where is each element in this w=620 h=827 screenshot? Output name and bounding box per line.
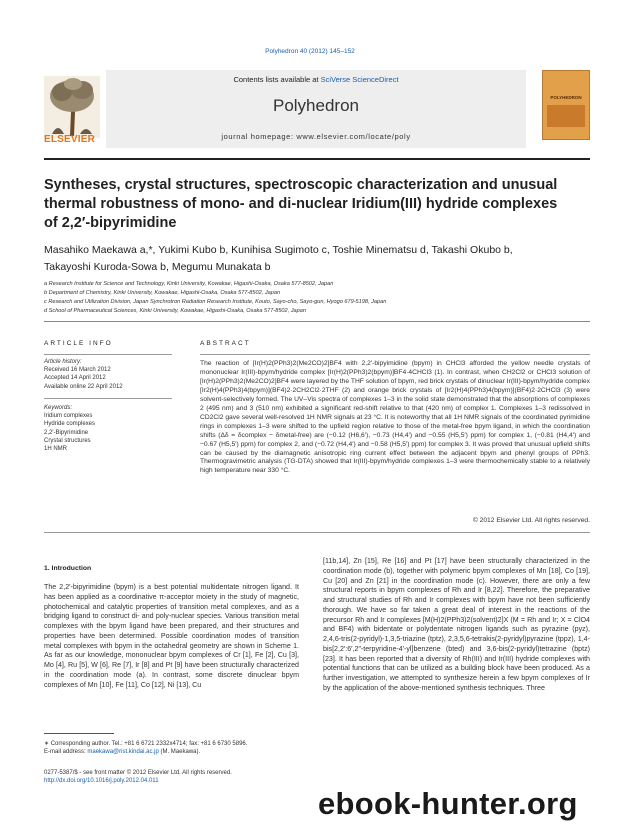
introduction-column-right: [11b,14], Zn [15], Re [16] and Pt [17] have been structurally characterized in the coordination mode (b), together with polymeric bpym complexes of Mn [18], Co [19], Cu [20] and Zn [21] in the coordination mode (c). However, there are only a few structural reports in bpym complexes of Rh and Ir [8,22]. Therefore, the preparative and structural studies of Rh and Ir complexes with bpym have not been sufficiently thorough. We have so far taken a great deal of interest in the reactions of the precursor Rh and Ir complexes [M(H)2(PPh3)2(solvent)2]X (M = Rh and Ir; X = ClO4 and BF4) with bidentate or polydentate nitrogen ligands such as pyrazine (pyz), 2,4,6-tris(2-pyridyl)-1,3,5-triazine (tptz), 2,3,5,6-tetrakis(2-pyridyl)pyrazine (tppz), 1,4-bis[2,2′:6′,2″-terpyridine-4′-yl]benzene (bted) and 3,6-bis(2-pyridyl)tetrazine (bptz) [23]. It has been reported that a diversity of Rh(III) and Ir(III) hydride complexes with potential functions that can be utilized as a building block have been produced. As a further investigation, we attempted to synthesize herein a few bpym complexes of Ir by the application of the above-mentioned synthesis techniques. Three xyxy=(323,557,590,692)
elsevier-logo-text: ELSEVIER xyxy=(44,134,96,145)
journal-masthead xyxy=(44,70,590,154)
keyword: 1H NMR xyxy=(44,446,68,453)
article-history xyxy=(44,358,172,391)
keywords-rule xyxy=(44,398,172,399)
journal-name: Polyhedron xyxy=(272,96,359,115)
keyword: Hydride complexes xyxy=(44,421,96,428)
corresponding-author: ∗ Corresponding author. Tel.: +81 6 6721 2332x4714; fax: +81 6 6730 5896. xyxy=(44,741,248,747)
history-label: Article history: xyxy=(44,359,82,365)
contents-prefix: Contents lists available at xyxy=(233,75,321,84)
abstract-text: The reaction of [Ir(H)2(PPh3)2(Me2CO)2]BF4 with 2,2′-bipyimidine (bpym) in CHCl3 afforded the yellow needle crystals of mononuclear Ir(III)-bpym/hydride complex [Ir(H)2(PPh3)2(bpym)]BF4·4CHCl3 (1). In contrast, when CH2Cl2 or CHCl3 solution of [Ir(H)2(PPh3)2(Me2CO)2]BF4 were layered by the THF solution of bpym, red brick crystals of dinuclear Ir(III)-bpym/hydride complex [Ir2(H)4(PPh3)4(bpym)](BF4)2·2CH2Cl2·2THF (2) and orange brick crystals of [Ir2(H)4(PPh3)4(bpym)](BF4)2·2CHCl3 (3) were solvent-selectively formed. The UV–Vis spectra of complexes 1–3 in the solid state demonstrated that the absorptions of complexes 2 (495 nm) and 3 (510 nm) exhibited a significant red-shift relative to that (420 nm) of complex 1. Complexes 1–3 redissolved in CD2Cl2 gave several well-resolved 1H NMR signals at 23 °C. It is noteworthy that all 1H NMR signals of the coordinated pyrimidine rings in complexes 1–3 were shifted to the upfield region relative to those of the metal-free bpym ligand, in which the coordination shifts (Δδ = δcomplex − δmetal-free) are (−0.12 (H6,6′), −0.73 (H4,4′) and −0.55 (H5,5′) ppm) for complex 1, (−0.81 (H4,4′) and −0.67 (H5,5′) ppm) for complex 2, and (−0.72 (H4,4′) and −0.58 (H5,5′) ppm) for complex 3. It was proved that unusual upfield shifts can be caused by the diamagnetic anisotropic ring current effect between the adjacent bpym and phenyl groups of PPh3. Thermogravimetric analysis (TG-DTA) showed that Ir(III)-bpym/hydride complexes 1–3 were thermochemically stable to a relatively high temperature near 330 °C. xyxy=(200,360,590,475)
doi-link[interactable]: http://dx.doi.org/10.1016/j.poly.2012.04.011 xyxy=(44,778,159,785)
article-title: Syntheses, crystal structures, spectroscopic characterization and unusual thermal robustness of mono- and di-nuclear Iridium(III) hydride complexes of 2,2′-bipyrimidine xyxy=(44,177,558,231)
authors-line-1: Masahiko Maekawa a,*, Yukimi Kubo b, Kunihisa Sugimoto c, Toshie Minematsu d, Takashi Okubo b, xyxy=(44,244,513,256)
email-line xyxy=(44,748,314,756)
cover-graphic xyxy=(547,105,585,127)
keyword: Iridium complexes xyxy=(44,413,93,420)
footnote-divider xyxy=(44,733,114,734)
abstract-heading: ABSTRACT xyxy=(200,340,251,347)
corresponding-author-footnote xyxy=(44,740,314,757)
authors-line-2: Takayoshi Kuroda-Sowa b, Megumu Munakata b xyxy=(44,261,271,273)
affiliation-b: b Department of Chemistry, Kinki University, Kowakae, Higashi-Osaka, Osaka 577-8502, Japan xyxy=(44,290,281,296)
article-info-rule xyxy=(44,354,172,355)
abstract-bottom-divider xyxy=(44,532,590,533)
journal-banner xyxy=(106,70,526,148)
copyright-notice: © 2012 Elsevier Ltd. All rights reserved. xyxy=(472,517,590,524)
affiliation-d: d School of Pharmaceutical Sciences, Kinki University, Kowakae, Higashi-Osaka, Osaka 577-8502, Japan xyxy=(44,308,307,314)
affiliation-a: a Research Institute for Science and Technology, Kinki University, Kowakae, Higashi-Osaka, Osaka 577-8502, Japan xyxy=(44,281,334,287)
affiliation-c: c Research and Utilization Division, Japan Synchrotron Radiation Research Institute, Kouto, Sayo-cho, Sayo-gun, Hyogo 679-5198, Japan xyxy=(44,299,387,305)
masthead-divider xyxy=(44,158,590,160)
history-online: Available online 22 April 2012 xyxy=(44,383,123,390)
front-matter xyxy=(44,769,304,786)
watermark: ebook-hunter.org xyxy=(318,786,578,821)
email-suffix: (M. Maekawa). xyxy=(158,749,201,756)
introduction-column-left: The 2,2′-bipyrimidine (bpym) is a best potential multidentate nitrogen ligand. It has been applied as a coordinative π-acceptor moiety in the study of magnetic, photochemical and catalytic properties of transition metal complexes, and as a bridging ligand to construct di- and poly-nuclear species. Various transition metal complexes with the bpym ligand have been prepared, and their structures and properties have been determined. Possible coordination modes of transition metal complexes with bpym in the octahedral geometry are shown in Scheme 1. As far as our knowledge, mononuclear bpym complexes of Cr [1], Fe [2], Cu [3], Mo [4], Ru [5], W [6], Re [7], Ir [8] and Pt [9] have been structurally characterized in the coordination mode (a). In contrast, some discrete dinuclear bpym complexes of Mn [10], Fe [11], Co [12], Ni [13], Cu xyxy=(44,583,299,689)
abstract-rule xyxy=(200,354,590,355)
keyword: Crystal structures xyxy=(44,437,91,444)
sciencedirect-link[interactable]: SciVerse ScienceDirect xyxy=(320,75,399,84)
affiliations-divider xyxy=(44,321,590,322)
affiliations xyxy=(44,280,584,316)
journal-cover-thumbnail xyxy=(542,70,590,140)
journal-homepage[interactable]: journal homepage: www.elsevier.com/locate/poly xyxy=(221,132,411,141)
keywords-label: Keywords: xyxy=(44,405,73,411)
issn-line: 0277-5387/$ - see front matter © 2012 Elsevier Ltd. All rights reserved. xyxy=(44,770,232,776)
keyword: 2,2′-Bipyrimidine xyxy=(44,429,89,436)
email-label: E-mail address: xyxy=(44,749,88,756)
email-link[interactable]: maekawa@rist.kindai.ac.jp xyxy=(87,749,159,756)
history-accepted: Accepted 14 April 2012 xyxy=(44,375,106,382)
keywords xyxy=(44,404,172,453)
journal-citation[interactable]: Polyhedron 40 (2012) 145–152 xyxy=(265,48,355,55)
author-list xyxy=(44,242,584,276)
contents-line xyxy=(106,75,526,84)
introduction-heading: 1. Introduction xyxy=(44,565,92,572)
article-info-heading: ARTICLE INFO xyxy=(44,340,113,347)
cover-title: POLYHEDRON xyxy=(550,95,582,100)
history-received: Received 16 March 2012 xyxy=(44,367,111,374)
